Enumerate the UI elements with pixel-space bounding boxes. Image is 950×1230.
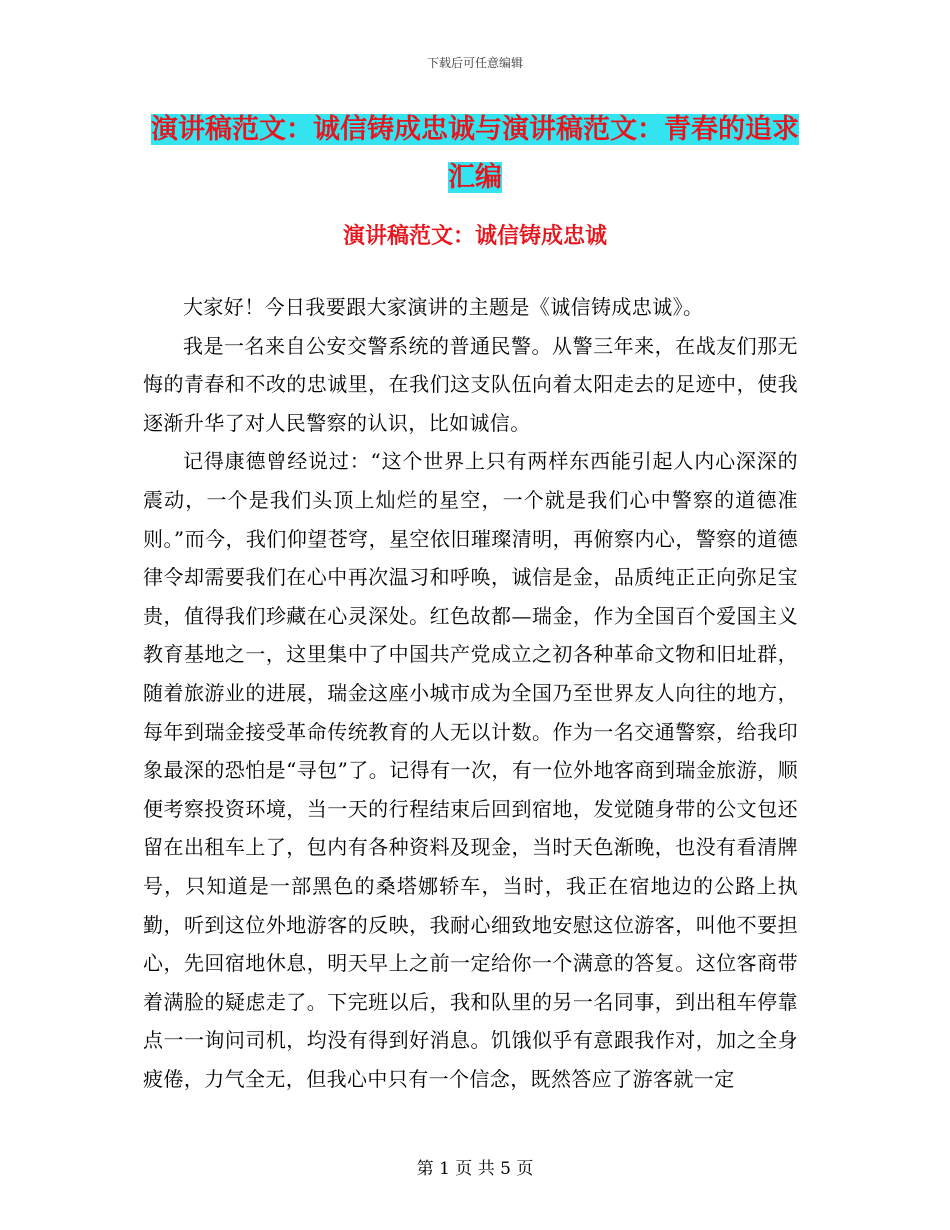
page-number-footer: 第 1 页 共 5 页	[416, 1159, 534, 1179]
body-paragraph: 大家好！今日我要跟大家演讲的主题是《诚信铸成忠诚》。	[183, 295, 704, 319]
page-header-note: 下载后可任意编辑	[426, 56, 523, 70]
body-paragraph: 记得康德曾经说过：“这个世界上只有两样东西能引起人内心深深的震动，一个是我们头顶上灿烂的星空，一个就是我们心中警察的道德准则。”而今，我们仰望苍穹，星空依旧璀璨清明，再俯察内心，警察的道德律令却需要我们在心中再次温习和呼唤，诚信是金，品质纯正正向弥足宝贵，值得我们珍藏在心灵深处。红色故都—瑞金，作为全国百个爱国主义教育基地之一，这里集中了中国共产党成立之初各种革命文物和旧址群，随着旅游业的进展，瑞金这座小城市成为全国乃至世界友人向往的地方，每年到瑞金接受革命传统教育的人无以计数。作为一名交通警察，给我印象最深的恐怕是“寻包”了。记得有一次，有一位外地客商到瑞金旅游，顺便考察投资环境，当一天的行程结束后回到宿地，发觉随身带的公文包还留在出租车上了，包内有各种资料及现金，当时天色渐晚，也没有看清牌号，只知道是一部黑色的桑塔娜轿车，当时，我正在宿地边的公路上执勤，听到这位外地游客的反映，我耐心细致地安慰这位游客，叫他不要担心，先回宿地休息，明天早上之前一定给你一个满意的答复。这位客商带着满脸的疑虑走了。下完班以后，我和队里的另一名同事，到出租车停靠点一一询问司机，均没有得到好消息。饥饿似乎有意跟我作对，加之全身疲倦，力气全无，但我心中只有一个信念，既然答应了游客就一定	[143, 449, 798, 1091]
document-title	[140, 106, 810, 202]
section-title: 演讲稿范文：诚信铸成忠诚	[342, 223, 607, 249]
document-title-text: 演讲稿范文：诚信铸成忠诚与演讲稿范文：青春的追求汇编	[151, 114, 799, 193]
document-body	[143, 288, 798, 1098]
body-paragraph: 我是一名来自公安交警系统的普通民警。从警三年来，在战友们那无悔的青春和不改的忠诚里，在我们这支队伍向着太阳走去的足迹中，使我逐渐升华了对人民警察的认识，比如诚信。	[143, 333, 798, 435]
